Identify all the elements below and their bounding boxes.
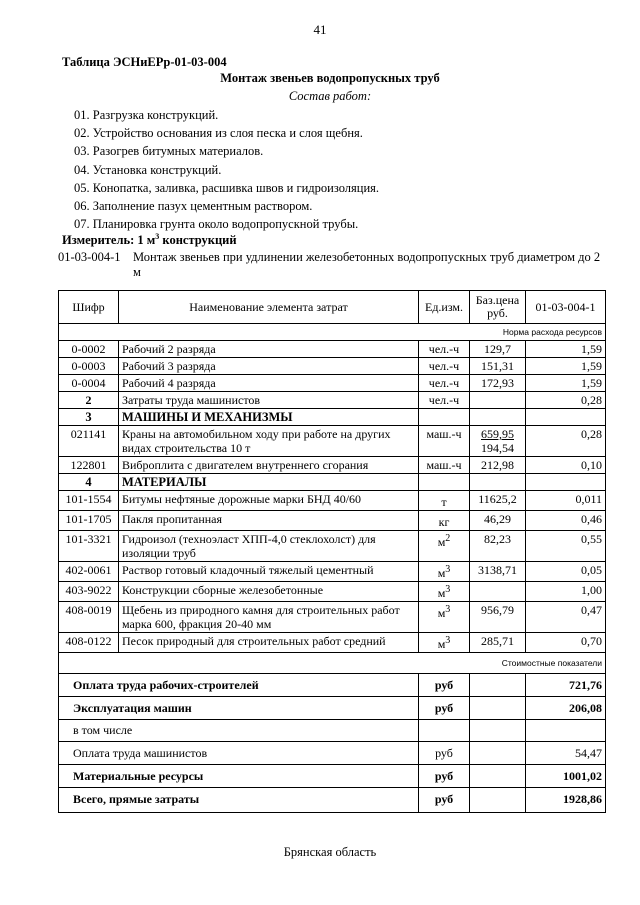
cell-unit: чел.-ч — [419, 358, 470, 375]
cost-label: Оплата труда машинистов — [59, 742, 419, 765]
page-number: 41 — [313, 22, 327, 37]
cell-unit: $м^3$ — [419, 562, 470, 582]
cell-name: Затраты труда машинистов — [119, 392, 419, 409]
cell-price: 212,98 — [470, 457, 526, 474]
cost-value: 54,47 — [526, 742, 606, 765]
region-footer: Брянская область — [283, 845, 377, 859]
cell-name: Рабочий 2 разряда — [119, 341, 419, 358]
cell-unit: $м^2$ — [419, 531, 470, 562]
section-code: 4 — [59, 474, 119, 491]
cell-code: 402-0061 — [59, 562, 119, 582]
section-row-materials — [59, 474, 606, 491]
section-title: МАШИНЫ И МЕХАНИЗМЫ — [119, 409, 419, 426]
work-item: 04. Установка конструкций. — [74, 162, 222, 177]
cost-row — [59, 720, 606, 742]
cost-row — [59, 697, 606, 720]
table-row — [59, 491, 606, 511]
cell-code: 0-0003 — [59, 358, 119, 375]
cell-code: 0-0002 — [59, 341, 119, 358]
cell-price: 129,7 — [470, 341, 526, 358]
composition-label: Состав работ: — [288, 89, 372, 103]
cell-value: 0,46 — [526, 511, 606, 531]
header-price: Баз.цена руб. — [470, 291, 526, 324]
table-header-row — [59, 291, 606, 324]
cell-unit: чел.-ч — [419, 392, 470, 409]
cell-value: 1,59 — [526, 375, 606, 392]
cost-unit — [419, 720, 470, 742]
work-item: 02. Устройство основания из слоя песка и слоя щебня. — [74, 126, 363, 141]
cell-price — [470, 392, 526, 409]
work-item: 05. Конопатка, заливка, расшивка швов и гидроизоляция. — [74, 180, 380, 195]
table-title: Таблица ЭСНиЕРр-01-03-004 — [62, 55, 227, 69]
work-item: 06. Заполнение пазух цементным раствором. — [74, 198, 313, 213]
table-row — [59, 511, 606, 531]
table-row — [59, 562, 606, 582]
resource-table — [58, 290, 606, 813]
norm-note: Норма расхода ресурсов — [59, 324, 606, 341]
cell-code: 2 — [59, 392, 119, 409]
item-code: 01-03-004-1 — [58, 250, 121, 264]
cell-code: 408-0122 — [59, 633, 119, 653]
cell-name: Битумы нефтяные дорожные марки БНД 40/60 — [119, 491, 419, 511]
cost-label: Материальные ресурсы — [59, 765, 419, 788]
cell-price: 11625,2 — [470, 491, 526, 511]
cell-value: 0,10 — [526, 457, 606, 474]
cell-value: 0,011 — [526, 491, 606, 511]
cell-name: Конструкции сборные железобетонные — [119, 582, 419, 602]
norm-note-row — [59, 324, 606, 341]
cost-label: в том числе — [59, 720, 419, 742]
header-unit: Ед.изм. — [419, 291, 470, 324]
cost-row — [59, 742, 606, 765]
table-row — [59, 602, 606, 633]
cell-name: Виброплита с двигателем внутреннего сгорания — [119, 457, 419, 474]
cell-unit: маш.-ч — [419, 457, 470, 474]
cell-value: 0,47 — [526, 602, 606, 633]
cost-value: 206,08 — [526, 697, 606, 720]
cell-name: Рабочий 4 разряда — [119, 375, 419, 392]
cell-price: 82,23 — [470, 531, 526, 562]
cost-value: 721,76 — [526, 674, 606, 697]
cell-code: 021141 — [59, 426, 119, 457]
cell-name: Раствор готовый кладочный тяжелый цементный — [119, 562, 419, 582]
cell-name: Песок природный для строительных работ средний — [119, 633, 419, 653]
cell-name: Рабочий 3 разряда — [119, 358, 419, 375]
cost-value: 1001,02 — [526, 765, 606, 788]
cost-note: Стоимостные показатели — [59, 653, 606, 674]
table-row — [59, 375, 606, 392]
cost-unit: руб — [419, 788, 470, 813]
cell-unit: $м^3$ — [419, 602, 470, 633]
cell-value: 0,28 — [526, 392, 606, 409]
cell-price: 285,71 — [470, 633, 526, 653]
cell-value: 1,59 — [526, 341, 606, 358]
work-item: 01. Разгрузка конструкций. — [74, 108, 219, 122]
cell-unit: маш.-ч — [419, 426, 470, 457]
cell-value: 0,05 — [526, 562, 606, 582]
cost-row — [59, 788, 606, 813]
cell-unit: чел.-ч — [419, 341, 470, 358]
cost-row — [59, 674, 606, 697]
header-name: Наименование элемента затрат — [119, 291, 419, 324]
cost-unit: руб — [419, 765, 470, 788]
cell-value: 1,59 — [526, 358, 606, 375]
cost-row — [59, 765, 606, 788]
table-row — [59, 531, 606, 562]
cell-price: 172,93 — [470, 375, 526, 392]
cell-code: 408-0019 — [59, 602, 119, 633]
section-row-machines — [59, 409, 606, 426]
cell-price: 659,95 194,54 — [470, 426, 526, 457]
cell-price: 151,31 — [470, 358, 526, 375]
section-title: МАТЕРИАЛЫ — [119, 474, 419, 491]
cell-name: Пакля пропитанная — [119, 511, 419, 531]
table-row — [59, 426, 606, 457]
cost-unit: руб — [419, 742, 470, 765]
cell-price: 46,29 — [470, 511, 526, 531]
cell-unit: кг — [419, 511, 470, 531]
work-item: 07. Планировка грунта около водопропускной трубы. — [74, 217, 359, 232]
cell-price — [470, 582, 526, 602]
table-row — [59, 358, 606, 375]
cell-unit: т — [419, 491, 470, 511]
cell-value: 1,00 — [526, 582, 606, 602]
cell-unit: $м^3$ — [419, 582, 470, 602]
table-row — [59, 633, 606, 653]
cost-unit: руб — [419, 674, 470, 697]
cell-value: 0,55 — [526, 531, 606, 562]
cost-unit: руб — [419, 697, 470, 720]
cell-code: 0-0004 — [59, 375, 119, 392]
cell-price: 956,79 — [470, 602, 526, 633]
cell-name: Щебень из природного камня для строительных работ марка 600, фракция 20-40 мм — [119, 602, 419, 633]
work-item: 03. Разогрев битумных материалов. — [74, 144, 264, 159]
cell-code: 101-1705 — [59, 511, 119, 531]
table-row — [59, 341, 606, 358]
cost-note-row — [59, 653, 606, 674]
cell-value: 0,70 — [526, 633, 606, 653]
cell-value: 0,28 — [526, 426, 606, 457]
header-code: Шифр — [59, 291, 119, 324]
cost-value — [526, 720, 606, 742]
cost-label: Всего, прямые затраты — [59, 788, 419, 813]
cost-value: 1928,86 — [526, 788, 606, 813]
cell-price: 3138,71 — [470, 562, 526, 582]
cell-name: Краны на автомобильном ходу при работе на других видах строительства 10 т — [119, 426, 419, 457]
item-description: Монтаж звеньев при удлинении железобетонных водопропускных труб диаметром до 2 м — [133, 250, 601, 279]
cell-name: Гидроизол (техноэласт ХПП-4,0 стеклохолст) для изоляции труб — [119, 531, 419, 562]
measure-unit: Измеритель: 1 $м^3$ конструкций — [62, 232, 237, 248]
cell-unit: чел.-ч — [419, 375, 470, 392]
cell-code: 101-3321 — [59, 531, 119, 562]
table-row — [59, 457, 606, 474]
table-subtitle: Монтаж звеньев водопропускных труб — [220, 71, 440, 85]
cell-code: 403-9022 — [59, 582, 119, 602]
section-code: 3 — [59, 409, 119, 426]
cost-label: Оплата труда рабочих-строителей — [59, 674, 419, 697]
header-norm: 01-03-004-1 — [526, 291, 606, 324]
works-list — [74, 106, 379, 233]
cell-code: 122801 — [59, 457, 119, 474]
table-row — [59, 582, 606, 602]
table-row — [59, 392, 606, 409]
cost-label: Эксплуатация машин — [59, 697, 419, 720]
cell-code: 101-1554 — [59, 491, 119, 511]
cell-unit: $м^3$ — [419, 633, 470, 653]
